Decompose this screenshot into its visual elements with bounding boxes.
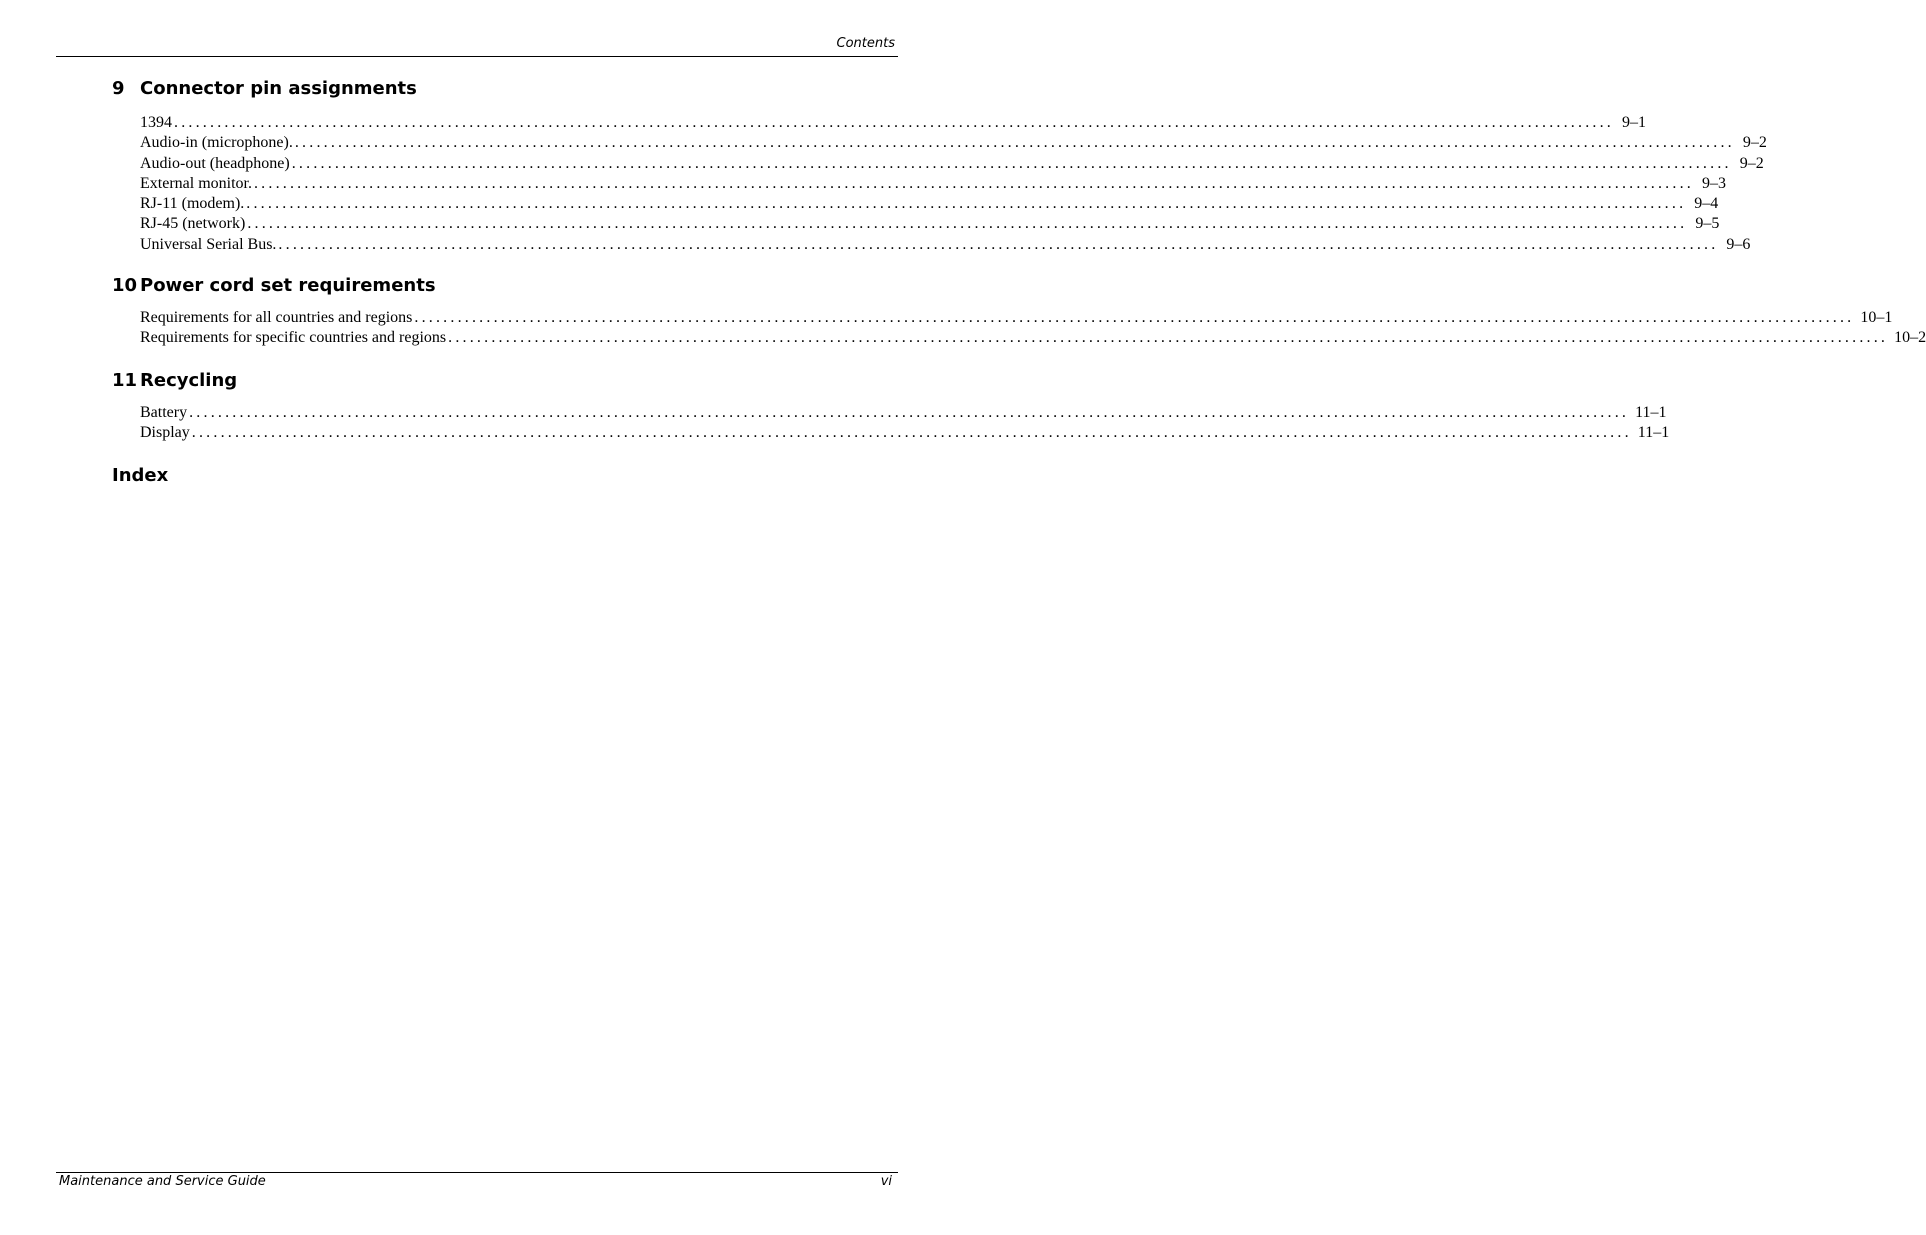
running-header: Contents: [836, 36, 895, 51]
toc-entry-page: 9–6: [1726, 235, 1751, 253]
toc-entry-title: External monitor.: [140, 174, 252, 192]
toc-entry-title: Audio-out (headphone): [140, 154, 290, 172]
toc-entry-title: Requirements for specific countries and regions: [140, 329, 447, 347]
dot-leader: ........................................................................................................................................................................................................: [247, 215, 1688, 233]
chapter-number: 10: [112, 275, 138, 296]
footer-page-number: vi: [880, 1174, 892, 1189]
toc-entry-page: 9–2: [1742, 134, 1767, 152]
toc-entry[interactable]: [140, 133, 1767, 153]
toc-entry[interactable]: [140, 403, 1667, 423]
dot-leader: ........................................................................................................................................................................................................: [448, 329, 1889, 347]
toc-entry-page: 11–1: [1635, 404, 1667, 421]
toc-entry[interactable]: [140, 154, 1764, 174]
toc-entry-page: 9–2: [1739, 154, 1764, 172]
toc-entry-title: Universal Serial Bus.: [140, 235, 277, 253]
toc-entry-page: 9–3: [1701, 174, 1726, 192]
chapter-title: Connector pin assignments: [140, 78, 417, 99]
chapter-number: 9: [112, 78, 125, 99]
toc-entry[interactable]: [140, 423, 1670, 443]
index-heading[interactable]: [112, 465, 890, 486]
toc-entry-title: RJ-45 (network): [140, 215, 246, 233]
toc-entry-list: [140, 113, 1767, 255]
toc-entry[interactable]: [140, 214, 1720, 234]
header-rule: [56, 56, 898, 57]
dot-leader: ........................................................................................................................................................................................................: [253, 174, 1694, 192]
toc-entry-title: Requirements for all countries and regions: [140, 309, 413, 326]
chapter-title: Recycling: [140, 370, 238, 391]
toc-entry[interactable]: [140, 235, 1751, 255]
dot-leader: ........................................................................................................................................................................................................: [246, 195, 1687, 213]
chapter-title: Power cord set requirements: [140, 275, 436, 296]
toc-entry[interactable]: [140, 328, 1926, 348]
toc-entry[interactable]: [140, 113, 1646, 133]
toc-entry-list: [140, 308, 1926, 349]
toc-entry-page: 10–2: [1894, 329, 1926, 347]
toc-entry-title: Display: [140, 424, 190, 442]
chapter-heading-11[interactable]: [112, 370, 890, 391]
toc-entry-list: [140, 403, 1670, 444]
chapter-heading-9[interactable]: [112, 78, 890, 99]
toc-entry-title: 1394: [140, 114, 172, 131]
toc-entry-page: 10–1: [1860, 309, 1893, 326]
toc-entry-page: 9–4: [1694, 195, 1719, 213]
chapter-title: Index: [112, 465, 169, 486]
toc-entry-page: 11–1: [1637, 424, 1670, 442]
dot-leader: ........................................................................................................................................................................................................: [294, 134, 1735, 152]
chapter-heading-10[interactable]: [112, 275, 890, 296]
footer-document-title: Maintenance and Service Guide: [59, 1174, 266, 1189]
chapter-number: 11: [112, 370, 138, 391]
toc-entry-page: 9–5: [1695, 215, 1720, 233]
dot-leader: ........................................................................................................................................................................................................: [414, 309, 1855, 326]
dot-leader: ........................................................................................................................................................................................................: [278, 235, 1719, 253]
dot-leader: ........................................................................................................................................................................................................: [189, 404, 1630, 421]
dot-leader: ........................................................................................................................................................................................................: [291, 154, 1732, 172]
toc-entry-title: RJ-11 (modem).: [140, 195, 245, 213]
toc-entry-title: Audio-in (microphone).: [140, 134, 293, 152]
dot-leader: ........................................................................................................................................................................................................: [191, 424, 1632, 442]
toc-entry[interactable]: [140, 174, 1726, 194]
toc-entry[interactable]: [140, 194, 1719, 214]
dot-leader: ........................................................................................................................................................................................................: [174, 114, 1614, 131]
toc-entry-title: Battery: [140, 404, 188, 421]
toc-entry-page: 9–1: [1622, 114, 1646, 131]
footer-rule: [56, 1172, 898, 1173]
toc-entry[interactable]: [140, 308, 1893, 328]
